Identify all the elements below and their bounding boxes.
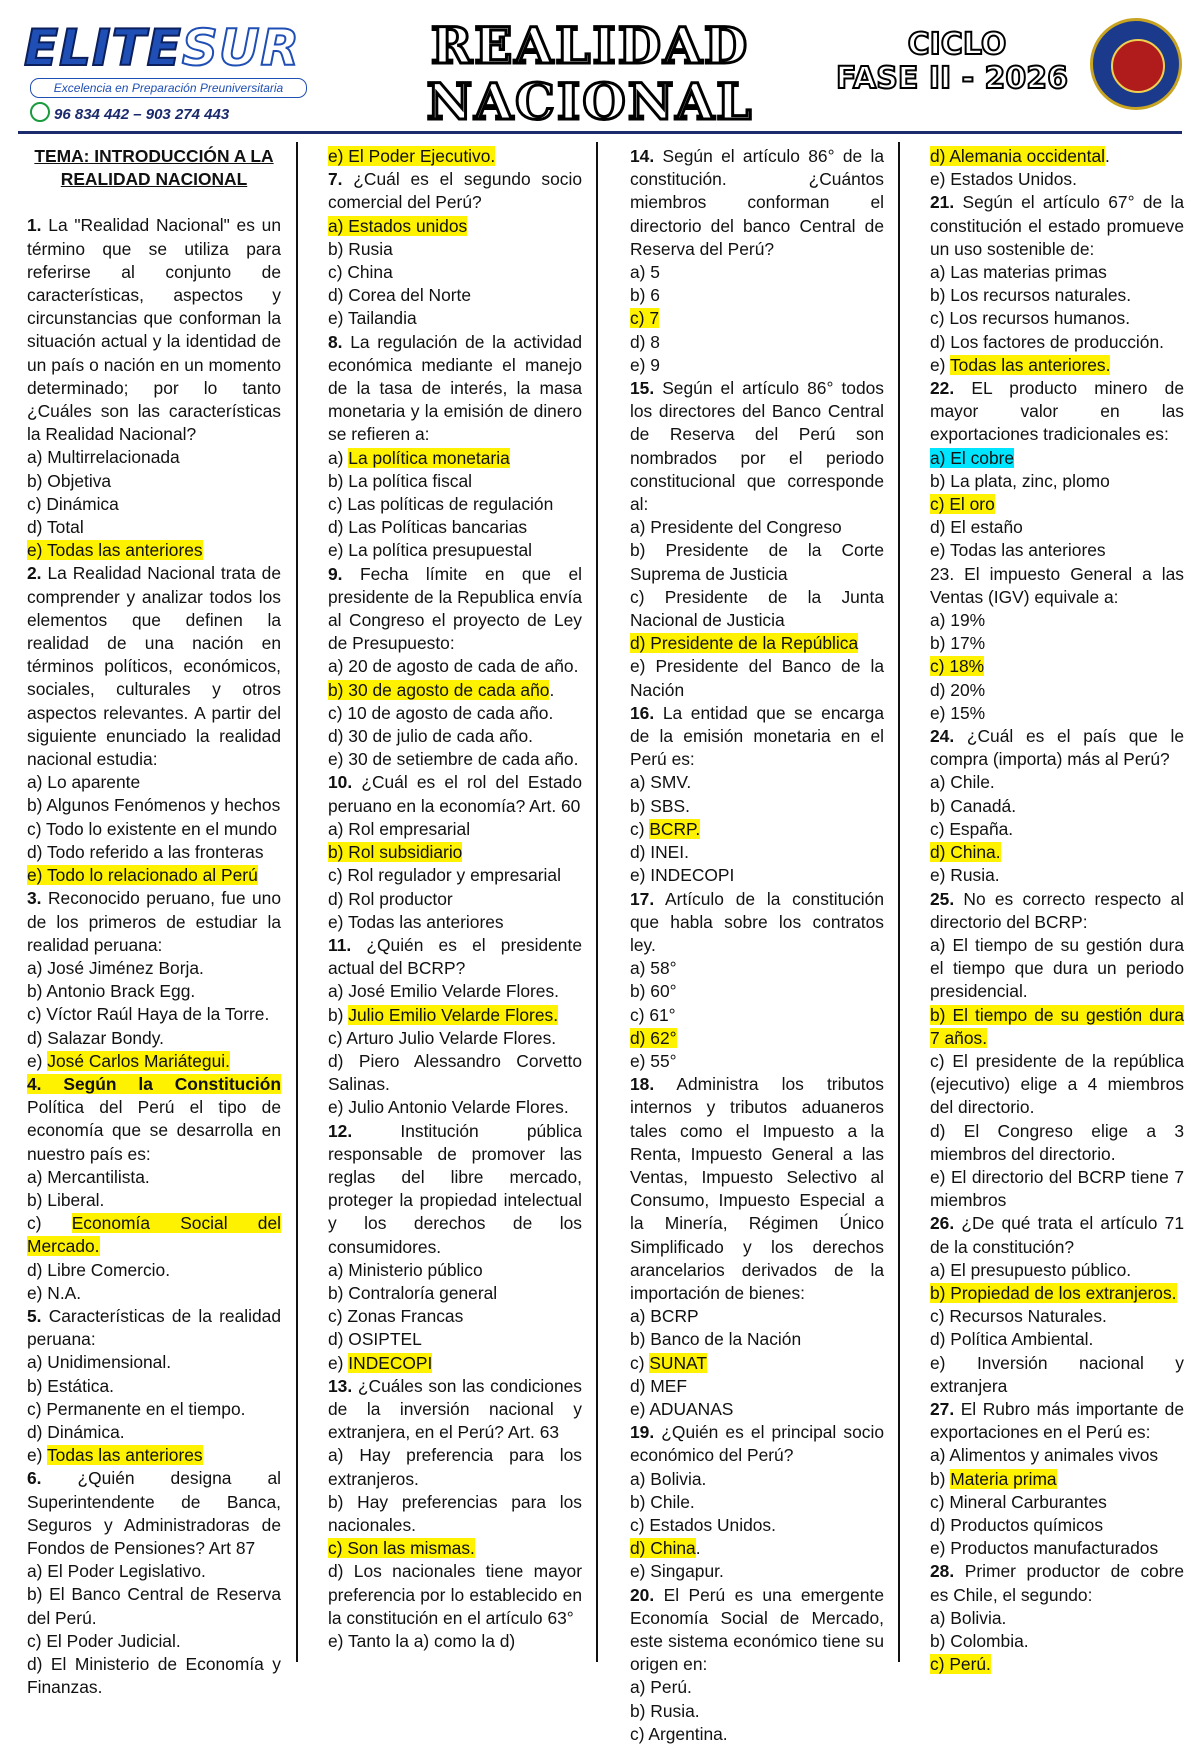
column-3 bbox=[630, 145, 884, 1746]
option: a) 20 de agosto de cada de año. bbox=[328, 656, 579, 677]
contact-phones: 96 834 442 – 903 274 443 bbox=[30, 102, 229, 123]
option: b) Canadá. bbox=[930, 795, 1017, 816]
option-answer: d) 62° bbox=[630, 1027, 677, 1048]
option: a) 58° bbox=[630, 958, 677, 979]
option: c) El presidente de la república (ejecutivo) elige a 4 miembros del directorio. bbox=[930, 1050, 1184, 1118]
option: a) Unidimensional. bbox=[27, 1352, 172, 1373]
option: c) Mineral Carburantes bbox=[930, 1491, 1107, 1512]
option-answer: e) Todas las anteriores bbox=[27, 1445, 203, 1466]
option: a) Presidente del Congreso bbox=[630, 517, 842, 538]
option-answer: c) Perú. bbox=[930, 1654, 991, 1675]
option-answer: e) El Poder Ejecutivo. bbox=[328, 146, 496, 166]
option: a) Rol empresarial bbox=[328, 818, 471, 839]
question-26: 26. ¿De qué trata el artículo 71 de la constitución? bbox=[930, 1213, 1184, 1257]
option: d) El Congreso elige a 3 miembros del directorio. bbox=[930, 1120, 1184, 1164]
option: c) Argentina. bbox=[630, 1723, 728, 1744]
option-answer: e) INDECOPI bbox=[328, 1352, 433, 1373]
option: d) Todo referido a las fronteras bbox=[27, 841, 264, 862]
option: c) Rol regulador y empresarial bbox=[328, 865, 561, 886]
cycle-label: CICLO FASE II - 2026 bbox=[836, 27, 1068, 96]
university-seal-icon bbox=[1090, 18, 1182, 110]
option: e) Productos manufacturados bbox=[930, 1538, 1159, 1559]
option-answer: c) 7 bbox=[630, 308, 659, 329]
question-20: 20. El Perú es una emergente Economía Social de Mercado, este sistema económico tiene su origen en: bbox=[630, 1584, 884, 1675]
option-answer: b) El tiempo de su gestión dura 7 años. bbox=[930, 1004, 1184, 1048]
option-answer: b) Propiedad de los extranjeros. bbox=[930, 1282, 1177, 1303]
question-28: 28. Primer productor de cobre es Chile, el segundo: bbox=[930, 1561, 1184, 1605]
option: a) José Emilio Velarde Flores. bbox=[328, 981, 560, 1002]
option: b) Rusia bbox=[328, 238, 393, 259]
option: e) INDECOPI bbox=[630, 865, 735, 886]
elitesur-logo bbox=[24, 19, 304, 123]
question-16: 16. La entidad que se encarga de la emisión monetaria en el Perú es: bbox=[630, 702, 884, 770]
option: e) 30 de setiembre de cada año. bbox=[328, 749, 579, 770]
option: d) Rol productor bbox=[328, 888, 453, 909]
option: b) Estática. bbox=[27, 1375, 114, 1396]
option: c) Los recursos humanos. bbox=[930, 308, 1131, 329]
option: a) Bolivia. bbox=[930, 1607, 1007, 1628]
question-4: 4. Según la Constitución Política del Perú el tipo de economía que se desarrolla en nuestro país es: bbox=[27, 1073, 281, 1164]
page-title: REALIDAD NACIONAL bbox=[426, 16, 754, 131]
question-14: 14. Según el artículo 86° de la constitución. ¿Cuántos miembros conforman el directorio del banco Central de Reserva del Perú? bbox=[630, 146, 884, 259]
option: a) Perú. bbox=[630, 1677, 692, 1698]
question-8: 8. La regulación de la actividad económica mediante el manejo de la tasa de interés, la masa monetaria y la emisión de dinero se refieren a: bbox=[328, 331, 582, 445]
option: b) Banco de la Nación bbox=[630, 1329, 802, 1350]
option-answer: b) Rol subsidiario bbox=[328, 842, 463, 863]
option: a) Ministerio público bbox=[328, 1259, 483, 1280]
option: a) Bolivia. bbox=[630, 1468, 707, 1489]
option: e) Rusia. bbox=[930, 865, 1000, 886]
option: a) El tiempo de su gestión dura el tiempo que dura un periodo presidencial. bbox=[930, 934, 1184, 1002]
option: b) Presidente de la Corte Suprema de Justicia bbox=[630, 540, 884, 584]
option: a) Chile. bbox=[930, 772, 995, 793]
option: b) Antonio Brack Egg. bbox=[27, 981, 196, 1002]
question-10: 10. ¿Cuál es el rol del Estado peruano en la economía? Art. 60 bbox=[328, 772, 582, 816]
question-22: 22. EL producto minero de mayor valor en las exportaciones tradicionales es: bbox=[930, 378, 1184, 445]
question-27: 27. El Rubro más importante de exportaciones en el Perú es: bbox=[930, 1398, 1184, 1443]
option: b) Liberal. bbox=[27, 1189, 105, 1210]
option-answer: e) Todas las anteriores. bbox=[930, 354, 1111, 375]
question-2: 2. La Realidad Nacional trata de comprender y analizar todos los elementos que definen la realidad de una nación en términos políticos, económicos, sociales, culturales y otros aspectos relevantes. A partir del siguiente enunciado la realidad nacional estudia: bbox=[27, 563, 281, 770]
option: e) Tailandia bbox=[328, 308, 417, 329]
option: d) Corea del Norte bbox=[328, 285, 472, 306]
option: c) Estados Unidos. bbox=[630, 1514, 776, 1535]
option: c) Recursos Naturales. bbox=[930, 1306, 1107, 1327]
option: c) El Poder Judicial. bbox=[27, 1630, 181, 1651]
option: b) Chile. bbox=[630, 1491, 695, 1512]
option: e) El directorio del BCRP tiene 7 miembros bbox=[930, 1166, 1184, 1211]
option-answer: c) 18% bbox=[930, 656, 985, 677]
option: b) Hay preferencias para los nacionales. bbox=[328, 1491, 582, 1535]
option: d) Las Políticas bancarias bbox=[328, 517, 528, 538]
option: c) 61° bbox=[630, 1004, 676, 1025]
option: b) El Banco Central de Reserva del Perú. bbox=[27, 1584, 281, 1628]
option: d) INEI. bbox=[630, 842, 689, 863]
option: e) Presidente del Banco de la Nación bbox=[630, 656, 884, 700]
option: b) 60° bbox=[630, 981, 677, 1002]
option: e) Singapur. bbox=[630, 1561, 724, 1582]
option-answer: c) SUNAT bbox=[630, 1352, 707, 1373]
column-divider bbox=[898, 142, 900, 1662]
question-21: 21. Según el artículo 67° de la constitución el estado promueve un uso sostenible de: bbox=[930, 192, 1184, 259]
option-answer: e) Todas las anteriores bbox=[27, 540, 203, 561]
option-answer: e) José Carlos Mariátegui. bbox=[27, 1050, 230, 1071]
option: e) Inversión nacional y extranjera bbox=[930, 1352, 1184, 1396]
option: d) Los nacionales tiene mayor preferencia por lo establecido en la constitución en el artículo 63° bbox=[328, 1561, 582, 1628]
column-divider bbox=[596, 142, 598, 1662]
question-6: 6. ¿Quién designa al Superintendente de Banca, Seguros y Administradoras de Fondos de Pensiones? Art 87 bbox=[27, 1468, 281, 1558]
option: e) 9 bbox=[630, 354, 660, 375]
option-answer: c) BCRP. bbox=[630, 818, 701, 839]
question-19: 19. ¿Quién es el principal socio económico del Perú? bbox=[630, 1422, 884, 1466]
page-header bbox=[0, 0, 1200, 130]
option: a) Lo aparente bbox=[27, 772, 141, 793]
option: c) Las políticas de regulación bbox=[328, 494, 554, 515]
option: b) Algunos Fenómenos y hechos bbox=[27, 795, 281, 816]
question-25: 25. No es correcto respecto al directorio del BCRP: bbox=[930, 888, 1184, 932]
option: b) SBS. bbox=[630, 795, 690, 816]
option-answer: d) Alemania occidental. bbox=[930, 146, 1110, 166]
option: e) 15% bbox=[930, 702, 986, 723]
option-answer: c) Economía Social del Mercado. bbox=[27, 1213, 281, 1257]
column-divider bbox=[296, 142, 298, 1662]
option-answer: b) Julio Emilio Velarde Flores. bbox=[328, 1004, 559, 1025]
logo-wordmark: ELITESUR bbox=[24, 19, 301, 77]
option: a) El Poder Legislativo. bbox=[27, 1561, 206, 1582]
option: a) El presupuesto público. bbox=[930, 1259, 1132, 1280]
option: d) Salazar Bondy. bbox=[27, 1027, 164, 1048]
option-answer: d) China. bbox=[930, 842, 1001, 863]
option-answer: d) Presidente de la República bbox=[630, 633, 859, 654]
option: b) Colombia. bbox=[930, 1631, 1029, 1651]
option-answer: a) La política monetaria bbox=[328, 447, 510, 468]
option: d) Libre Comercio. bbox=[27, 1259, 171, 1280]
option: e) Todas las anteriores bbox=[328, 911, 504, 932]
question-15: 15. Según el artículo 86° todos los directores del Banco Central de Reserva del Perú son nombrados por el periodo constitucional que corresponde al: bbox=[630, 378, 884, 515]
topic-heading: TEMA: INTRODUCCIÓN A LA REALIDAD NACIONAL bbox=[34, 146, 274, 190]
option: c) China bbox=[328, 262, 393, 283]
option: d) El Ministerio de Economía y Finanzas. bbox=[27, 1654, 281, 1698]
option: e) Tanto la a) como la d) bbox=[328, 1631, 516, 1651]
option-answer: c) El oro bbox=[930, 494, 995, 515]
option: c) Víctor Raúl Haya de la Torre. bbox=[27, 1004, 270, 1025]
option: d) 30 de julio de cada año. bbox=[328, 726, 533, 747]
option: a) Hay preferencia para los extranjeros. bbox=[328, 1445, 582, 1489]
option-answer: c) Son las mismas. bbox=[328, 1538, 475, 1559]
option-answer: b) Materia prima bbox=[930, 1468, 1057, 1489]
column-2 bbox=[328, 145, 582, 1653]
option-answer: e) Todo lo relacionado al Perú bbox=[27, 865, 258, 886]
option: a) Multirrelacionada bbox=[27, 447, 180, 468]
question-7: 7. ¿Cuál es el segundo socio comercial del Perú? bbox=[328, 169, 582, 213]
option: d) 20% bbox=[930, 679, 986, 700]
logo-tagline: Excelencia en Preparación Preuniversitaria bbox=[30, 78, 307, 98]
option: d) Productos químicos bbox=[930, 1514, 1104, 1535]
option: d) MEF bbox=[630, 1375, 688, 1396]
option: a) José Jiménez Borja. bbox=[27, 957, 204, 978]
option: b) La plata, zinc, plomo bbox=[930, 470, 1110, 491]
option: d) El estaño bbox=[930, 517, 1023, 538]
option: c) España. bbox=[930, 818, 1014, 839]
option: b) La política fiscal bbox=[328, 470, 473, 491]
option: b) Rusia. bbox=[630, 1700, 700, 1721]
option: d) Total bbox=[27, 517, 84, 538]
option: b) Los recursos naturales. bbox=[930, 285, 1132, 306]
option: a) Las materias primas bbox=[930, 262, 1107, 283]
option: d) Piero Alessandro Corvetto Salinas. bbox=[328, 1050, 582, 1095]
option: d) 8 bbox=[630, 331, 660, 352]
question-23: 23. El impuesto General a las Ventas (IGV) equivale a: bbox=[930, 563, 1184, 607]
option: e) ADUANAS bbox=[630, 1398, 734, 1419]
option: b) 6 bbox=[630, 285, 660, 306]
question-24: 24. ¿Cuál es el país que le compra (importa) más al Perú? bbox=[930, 726, 1184, 770]
option: c) Dinámica bbox=[27, 493, 119, 514]
option: a) Alimentos y animales vivos bbox=[930, 1445, 1159, 1466]
option: a) 5 bbox=[630, 262, 660, 283]
option: b) Contraloría general bbox=[328, 1282, 498, 1303]
whatsapp-icon bbox=[30, 102, 50, 122]
question-12: 12. Institución pública responsable de promover las reglas del libre mercado, proteger la propiedad intelectual y los derechos de los consumidores. bbox=[328, 1120, 582, 1257]
question-11: 11. ¿Quién es el presidente actual del BCRP? bbox=[328, 934, 582, 979]
question-18: 18. Administra los tributos internos y tributos aduaneros tales como el Impuesto a la Renta, Impuesto General a las Ventas, Impuesto Selectivo al Consumo, Impuesto Especial a la Minería, Régimen Único Simplificado y los derechos arancelarios derivados de la importación de bienes: bbox=[630, 1074, 884, 1303]
column-1 bbox=[27, 145, 281, 1699]
option: e) La política presupuestal bbox=[328, 540, 532, 561]
option: b) Objetiva bbox=[27, 470, 112, 491]
question-13: 13. ¿Cuáles son las condiciones de la inversión nacional y extranjera, en el Perú? Art. 63 bbox=[328, 1375, 582, 1443]
option-answer: a) Estados unidos bbox=[328, 215, 468, 236]
question-1: 1. La "Realidad Nacional" es un término que se utiliza para referirse al conjunto de características, aspectos y circunstancias que conforman la situación actual y la identidad de un país o nación en un momento determinado; por lo tanto ¿Cuáles son las características la Realidad Nacional? bbox=[27, 215, 281, 445]
option: d) Los factores de producción. bbox=[930, 331, 1164, 352]
question-9: 9. Fecha límite en que el presidente de la Republica envía al Congreso el proyecto de Ley de Presupuesto: bbox=[328, 563, 582, 654]
option: e) Estados Unidos. bbox=[930, 169, 1077, 190]
option: e) N.A. bbox=[27, 1282, 82, 1303]
option: a) SMV. bbox=[630, 772, 692, 793]
option: c) Todo lo existente en el mundo bbox=[27, 818, 278, 839]
option: a) 19% bbox=[930, 610, 986, 631]
column-4 bbox=[930, 145, 1184, 1676]
option: a) Mercantilista. bbox=[27, 1166, 150, 1187]
question-5: 5. Características de la realidad peruana: bbox=[27, 1305, 281, 1350]
option: d) Dinámica. bbox=[27, 1421, 125, 1442]
option: e) Todas las anteriores bbox=[930, 540, 1106, 561]
option: c) Presidente de la Junta Nacional de Justicia bbox=[630, 586, 884, 631]
option: c) 10 de agosto de cada año. bbox=[328, 702, 554, 723]
option: a) BCRP bbox=[630, 1306, 699, 1327]
option: e) 55° bbox=[630, 1050, 677, 1071]
option: c) Zonas Francas bbox=[328, 1306, 464, 1327]
option-answer: d) China. bbox=[630, 1538, 701, 1559]
option: b) 17% bbox=[930, 633, 986, 654]
question-17: 17. Artículo de la constitución que habla sobre los contratos ley. bbox=[630, 888, 884, 955]
option: d) OSIPTEL bbox=[328, 1329, 422, 1350]
option-answer: a) El cobre bbox=[930, 447, 1015, 468]
question-3: 3. Reconocido peruano, fue uno de los primeros de estudiar la realidad peruana: bbox=[27, 888, 281, 955]
option-answer: b) 30 de agosto de cada año. bbox=[328, 679, 555, 700]
option: d) Política Ambiental. bbox=[930, 1329, 1094, 1350]
option: c) Arturo Julio Velarde Flores. bbox=[328, 1027, 557, 1048]
option: e) Julio Antonio Velarde Flores. bbox=[328, 1097, 569, 1118]
option: c) Permanente en el tiempo. bbox=[27, 1398, 246, 1419]
header-divider bbox=[18, 131, 1182, 134]
